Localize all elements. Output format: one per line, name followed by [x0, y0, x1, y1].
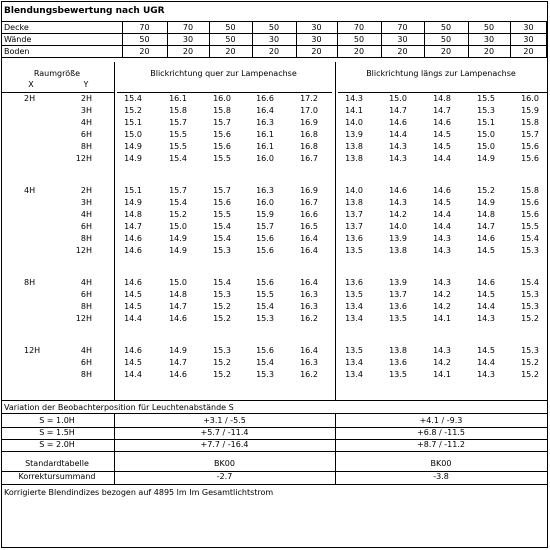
reflectance-value: 20 — [483, 47, 495, 56]
row-divider — [2, 484, 547, 485]
ugr-value: 13.5 — [389, 314, 407, 323]
ugr-value: 15.4 — [256, 358, 274, 367]
ugr-value: 15.6 — [521, 210, 539, 219]
reflectance-value: 70 — [353, 23, 365, 32]
reflectance-value: 20 — [311, 47, 322, 56]
x-header: X — [28, 80, 34, 89]
ugr-value: 14.5 — [124, 302, 142, 311]
ugr-value: 14.9 — [477, 154, 495, 163]
ugr-value: 14.5 — [433, 130, 451, 139]
variation-label: S = 1.5H — [39, 428, 75, 437]
ugr-value: 14.9 — [124, 198, 142, 207]
ugr-value: 15.3 — [256, 314, 274, 323]
page-title: Blendungsbewertung nach UGR — [4, 6, 165, 16]
room-y-label: 8H — [80, 142, 92, 151]
ugr-value: 16.4 — [300, 278, 318, 287]
ugr-value: 15.4 — [124, 94, 142, 103]
room-y-label: 12H — [75, 314, 92, 323]
ugr-value: 15.0 — [389, 94, 407, 103]
ugr-value: 15.7 — [213, 186, 231, 195]
reflectance-value: 30 — [483, 35, 495, 44]
ugr-value: 15.4 — [521, 234, 539, 243]
ugr-value: 16.1 — [256, 130, 274, 139]
ugr-value: 16.8 — [300, 130, 318, 139]
ugr-value: 16.5 — [300, 222, 318, 231]
ugr-value: 16.8 — [300, 142, 318, 151]
room-y-label: 8H — [80, 234, 92, 243]
ugr-value: 15.5 — [477, 94, 495, 103]
ugr-value: 13.5 — [345, 246, 363, 255]
row-divider — [2, 413, 547, 414]
reflectance-column-divider — [167, 22, 168, 58]
ugr-value: 14.5 — [477, 246, 495, 255]
ugr-value: 15.6 — [256, 246, 274, 255]
ugr-value: 16.0 — [521, 94, 539, 103]
ugr-value: 14.4 — [389, 130, 407, 139]
ugr-value: 14.6 — [124, 278, 142, 287]
ugr-value: 14.6 — [389, 186, 407, 195]
ugr-value: 14.0 — [345, 186, 363, 195]
ugr-value: 15.5 — [256, 290, 274, 299]
reflectance-value: 20 — [182, 47, 194, 56]
ugr-value: 13.4 — [345, 370, 363, 379]
ugr-value: 16.4 — [300, 346, 318, 355]
ugr-value: 13.6 — [389, 302, 407, 311]
ugr-value: 13.6 — [345, 234, 363, 243]
ugr-value: 13.8 — [389, 246, 407, 255]
room-y-label: 3H — [80, 198, 92, 207]
ugr-value: 15.8 — [521, 186, 539, 195]
ugr-value: 14.6 — [169, 314, 187, 323]
ugr-value: 15.7 — [256, 222, 274, 231]
ugr-value: 15.7 — [169, 118, 187, 127]
ugr-value: 15.2 — [521, 358, 539, 367]
standard-table-label: Standardtabelle — [25, 459, 89, 468]
ugr-value: 15.9 — [256, 210, 274, 219]
ugr-value: 14.5 — [124, 358, 142, 367]
room-y-label: 8H — [80, 302, 92, 311]
ugr-value: 14.3 — [433, 278, 451, 287]
ugr-value: 14.3 — [389, 154, 407, 163]
ugr-value: 13.6 — [389, 358, 407, 367]
room-y-label: 4H — [80, 118, 92, 127]
ugr-value: 14.6 — [124, 346, 142, 355]
ugr-value: 14.8 — [124, 210, 142, 219]
reflectance-value: 50 — [353, 35, 365, 44]
reflectance-column-divider — [209, 22, 210, 58]
ugr-value: 14.3 — [433, 346, 451, 355]
room-y-label: 12H — [75, 246, 92, 255]
ugr-value: 15.9 — [521, 106, 539, 115]
reflectance-column-divider — [122, 22, 123, 58]
ugr-value: 13.9 — [345, 130, 363, 139]
ugr-value: 15.6 — [213, 198, 231, 207]
ugr-value: 15.3 — [521, 302, 539, 311]
reflectance-value: 20 — [523, 47, 534, 56]
column-divider — [546, 22, 547, 58]
room-y-label: 8H — [80, 370, 92, 379]
ugr-value: 14.4 — [433, 154, 451, 163]
along-direction-header: Blickrichtung längs zur Lampenachse — [366, 69, 516, 78]
ugr-value: 14.5 — [433, 142, 451, 151]
ugr-value: 14.7 — [477, 222, 495, 231]
reflectance-value: 50 — [139, 35, 150, 44]
ugr-value: 15.4 — [213, 222, 231, 231]
ugr-value: 17.2 — [300, 94, 318, 103]
reflectance-value: 30 — [523, 23, 534, 32]
ugr-value: 14.2 — [389, 210, 407, 219]
ugr-value: 15.3 — [213, 246, 231, 255]
reflectance-value: 50 — [268, 23, 280, 32]
row-divider — [2, 33, 547, 34]
ugr-value: 14.1 — [433, 314, 451, 323]
ugr-value: 15.2 — [213, 314, 231, 323]
ugr-value: 15.6 — [256, 234, 274, 243]
ugr-value: 15.2 — [213, 302, 231, 311]
ugr-value: 13.4 — [345, 314, 363, 323]
reflectance-column-divider — [381, 22, 382, 58]
variation-label: S = 2.0H — [39, 440, 75, 449]
ugr-value: 15.7 — [213, 118, 231, 127]
ugr-value: 16.4 — [300, 234, 318, 243]
reflectance-value: 70 — [139, 23, 150, 32]
room-y-label: 12H — [75, 154, 92, 163]
header-divider — [338, 92, 547, 93]
ugr-value: 16.1 — [256, 142, 274, 151]
table-divider — [335, 62, 336, 400]
ugr-value: 14.6 — [124, 246, 142, 255]
ugr-value: 14.5 — [124, 290, 142, 299]
ugr-value: 14.5 — [433, 198, 451, 207]
ugr-value: 16.4 — [300, 246, 318, 255]
ugr-value: 15.7 — [521, 130, 539, 139]
reflectance-value: 50 — [440, 35, 452, 44]
ugr-value: 15.5 — [213, 210, 231, 219]
ugr-value: 14.3 — [433, 234, 451, 243]
reflectance-column-divider — [510, 22, 511, 58]
variation-title: Variation der Beobachterposition für Leuchtenabstände S — [4, 403, 234, 412]
reflectance-value: 70 — [397, 23, 408, 32]
ugr-value: 16.3 — [300, 358, 318, 367]
ugr-value: 14.7 — [169, 358, 187, 367]
ugr-value: 15.2 — [521, 314, 539, 323]
ugr-value: 15.5 — [169, 130, 187, 139]
ugr-value: 15.0 — [477, 142, 495, 151]
ugr-value: 15.6 — [521, 198, 539, 207]
ugr-value: 14.8 — [477, 210, 495, 219]
ugr-value: 15.4 — [169, 198, 187, 207]
reflectance-column-divider — [252, 22, 253, 58]
ugr-value: 14.3 — [477, 314, 495, 323]
ugr-value: 14.4 — [433, 210, 451, 219]
ugr-value: 15.2 — [477, 186, 495, 195]
ugr-value: 13.9 — [389, 234, 407, 243]
reflectance-value: 30 — [182, 35, 194, 44]
ugr-value: 15.3 — [213, 346, 231, 355]
reflectance-value: 70 — [182, 23, 194, 32]
reflectance-label: Boden — [4, 47, 30, 56]
reflectance-column-divider — [337, 22, 338, 58]
ugr-value: 14.7 — [433, 106, 451, 115]
y-header: Y — [83, 80, 89, 89]
reflectance-value: 50 — [440, 23, 452, 32]
ugr-value: 14.5 — [477, 290, 495, 299]
ugr-value: 15.2 — [213, 370, 231, 379]
ugr-value: 15.0 — [169, 222, 187, 231]
ugr-value: 14.3 — [389, 142, 407, 151]
ugr-value: 14.6 — [124, 234, 142, 243]
ugr-value: 16.9 — [300, 118, 318, 127]
ugr-value: 16.6 — [300, 210, 318, 219]
ugr-value: 14.7 — [169, 302, 187, 311]
ugr-value: 15.6 — [213, 142, 231, 151]
row-divider — [2, 45, 547, 46]
ugr-value: 16.1 — [169, 94, 187, 103]
ugr-value: 15.1 — [124, 118, 142, 127]
ugr-value: 14.6 — [433, 118, 451, 127]
header-divider — [117, 92, 332, 93]
ugr-value: 16.0 — [256, 198, 274, 207]
ugr-value: 15.4 — [256, 302, 274, 311]
table-divider — [114, 62, 115, 400]
correction-label: Korrektursummand — [18, 472, 96, 481]
reflectance-value: 20 — [139, 47, 150, 56]
ugr-value: 14.9 — [124, 154, 142, 163]
correction-along: -3.8 — [433, 472, 449, 481]
ugr-value: 14.1 — [345, 106, 363, 115]
ugr-value: 13.7 — [345, 222, 363, 231]
ugr-value: 17.0 — [300, 106, 318, 115]
reflectance-value: 20 — [268, 47, 280, 56]
reflectance-value: 30 — [397, 35, 408, 44]
ugr-value: 15.1 — [124, 186, 142, 195]
ugr-value: 15.6 — [213, 130, 231, 139]
ugr-value: 14.3 — [389, 198, 407, 207]
room-y-label: 6H — [80, 222, 92, 231]
ugr-value: 14.6 — [433, 186, 451, 195]
ugr-value: 13.8 — [345, 198, 363, 207]
ugr-value: 14.9 — [477, 198, 495, 207]
variation-along: +6.8 / -11.5 — [417, 428, 465, 437]
reflectance-value: 30 — [268, 35, 280, 44]
ugr-value: 15.3 — [521, 246, 539, 255]
ugr-value: 15.3 — [213, 290, 231, 299]
ugr-value: 15.2 — [169, 210, 187, 219]
ugr-value: 14.6 — [477, 234, 495, 243]
ugr-value: 15.0 — [169, 278, 187, 287]
ugr-value: 15.0 — [124, 130, 142, 139]
ugr-value: 16.9 — [300, 186, 318, 195]
ugr-value: 16.2 — [300, 314, 318, 323]
ugr-value: 15.6 — [256, 346, 274, 355]
ugr-value: 15.2 — [213, 358, 231, 367]
ugr-value: 14.9 — [169, 346, 187, 355]
cross-direction-header: Blickrichtung quer zur Lampenachse — [150, 69, 297, 78]
ugr-value: 14.4 — [433, 222, 451, 231]
reflectance-value: 30 — [311, 35, 322, 44]
room-y-label: 6H — [80, 290, 92, 299]
ugr-value: 14.4 — [477, 302, 495, 311]
header-divider — [2, 92, 114, 93]
ugr-value: 15.6 — [521, 154, 539, 163]
ugr-value: 15.4 — [521, 278, 539, 287]
ugr-value: 13.4 — [345, 358, 363, 367]
ugr-value: 13.5 — [345, 290, 363, 299]
ugr-value: 14.1 — [433, 370, 451, 379]
ugr-value: 16.7 — [300, 198, 318, 207]
ugr-value: 15.2 — [521, 370, 539, 379]
ugr-value: 14.8 — [433, 94, 451, 103]
ugr-value: 15.0 — [477, 130, 495, 139]
ugr-value: 13.7 — [389, 290, 407, 299]
reflectance-column-divider — [424, 22, 425, 58]
ugr-value: 14.9 — [169, 234, 187, 243]
room-y-label: 6H — [80, 130, 92, 139]
ugr-value: 16.3 — [300, 290, 318, 299]
ugr-value: 14.6 — [389, 118, 407, 127]
ugr-value: 14.2 — [433, 302, 451, 311]
ugr-value: 14.4 — [124, 370, 142, 379]
ugr-value: 16.0 — [256, 154, 274, 163]
ugr-sheet — [1, 1, 548, 548]
room-y-label: 2H — [80, 94, 92, 103]
room-x-label: 2H — [24, 94, 36, 103]
reflectance-value: 50 — [225, 23, 236, 32]
reflectance-column-divider — [296, 22, 297, 58]
ugr-value: 14.7 — [389, 106, 407, 115]
variation-label: S = 1.0H — [39, 416, 75, 425]
ugr-value: 15.7 — [169, 186, 187, 195]
ugr-value: 15.4 — [169, 154, 187, 163]
standard-table-cross: BK00 — [214, 459, 235, 468]
reflectance-value: 30 — [523, 35, 534, 44]
variation-cross: +5.7 / -11.4 — [200, 428, 249, 437]
ugr-value: 15.4 — [213, 234, 231, 243]
ugr-value: 14.5 — [477, 346, 495, 355]
reflectance-value: 50 — [483, 23, 495, 32]
ugr-value: 13.8 — [345, 142, 363, 151]
ugr-value: 14.6 — [169, 370, 187, 379]
ugr-value: 14.8 — [169, 290, 187, 299]
room-y-label: 6H — [80, 358, 92, 367]
row-divider — [2, 451, 547, 452]
ugr-value: 14.9 — [124, 142, 142, 151]
ugr-value: 13.5 — [345, 346, 363, 355]
reflectance-value: 20 — [397, 47, 408, 56]
variation-cross: +7.7 / -16.4 — [200, 440, 249, 449]
reflectance-value: 20 — [353, 47, 365, 56]
footnote: Korrigierte Blendindizes bezogen auf 4895 lm Im Gesamtlichtstrom — [4, 488, 274, 497]
ugr-value: 16.3 — [300, 302, 318, 311]
ugr-value: 13.4 — [345, 302, 363, 311]
row-divider — [2, 57, 547, 58]
ugr-value: 14.2 — [433, 290, 451, 299]
standard-table-along: BK00 — [430, 459, 452, 468]
ugr-value: 15.3 — [256, 370, 274, 379]
ugr-value: 15.8 — [521, 118, 539, 127]
ugr-value: 14.9 — [169, 246, 187, 255]
ugr-value: 13.9 — [389, 278, 407, 287]
room-y-label: 3H — [80, 106, 92, 115]
ugr-value: 15.5 — [521, 222, 539, 231]
ugr-value: 16.2 — [300, 370, 318, 379]
reflectance-value: 20 — [225, 47, 236, 56]
ugr-value: 16.4 — [256, 106, 274, 115]
ugr-value: 16.3 — [256, 118, 274, 127]
ugr-value: 15.5 — [213, 154, 231, 163]
ugr-value: 15.3 — [521, 290, 539, 299]
reflectance-value: 20 — [440, 47, 452, 56]
ugr-value: 13.7 — [345, 210, 363, 219]
reflectance-label: Decke — [4, 23, 29, 32]
ugr-value: 14.0 — [389, 222, 407, 231]
title-divider — [2, 21, 547, 22]
reflectance-value: 50 — [225, 35, 236, 44]
ugr-value: 16.0 — [213, 94, 231, 103]
ugr-value: 15.8 — [213, 106, 231, 115]
variation-along: +8.7 / -11.2 — [417, 440, 465, 449]
ugr-value: 15.1 — [477, 118, 495, 127]
ugr-value: 14.3 — [477, 370, 495, 379]
ugr-value: 14.2 — [433, 358, 451, 367]
ugr-value: 15.3 — [521, 346, 539, 355]
variation-cross: +3.1 / -5.5 — [203, 416, 246, 425]
ugr-value: 14.7 — [124, 222, 142, 231]
ugr-value: 14.4 — [477, 358, 495, 367]
ugr-value: 13.8 — [345, 154, 363, 163]
ugr-value: 16.3 — [256, 186, 274, 195]
ugr-value: 14.3 — [433, 246, 451, 255]
room-y-label: 4H — [80, 346, 92, 355]
ugr-value: 15.8 — [169, 106, 187, 115]
ugr-value: 13.6 — [345, 278, 363, 287]
room-size-header: Raumgröße — [33, 69, 81, 78]
ugr-value: 15.3 — [477, 106, 495, 115]
room-y-label: 2H — [80, 186, 92, 195]
ugr-value: 14.4 — [124, 314, 142, 323]
ugr-value: 15.5 — [169, 142, 187, 151]
room-x-label: 8H — [24, 278, 36, 287]
ugr-value: 15.2 — [124, 106, 142, 115]
correction-cross: -2.7 — [216, 472, 233, 481]
ugr-value: 14.6 — [477, 278, 495, 287]
room-x-label: 12H — [24, 346, 41, 355]
room-y-label: 4H — [80, 210, 92, 219]
room-y-label: 4H — [80, 278, 92, 287]
room-x-label: 4H — [24, 186, 36, 195]
ugr-value: 13.8 — [389, 346, 407, 355]
ugr-value: 14.0 — [345, 118, 363, 127]
ugr-value: 15.6 — [521, 142, 539, 151]
reflectance-value: 30 — [311, 23, 322, 32]
ugr-value: 13.5 — [389, 370, 407, 379]
ugr-value: 14.3 — [345, 94, 363, 103]
variation-along: +4.1 / -9.3 — [419, 416, 463, 425]
ugr-value: 16.7 — [300, 154, 318, 163]
ugr-value: 15.4 — [213, 278, 231, 287]
ugr-value: 16.6 — [256, 94, 274, 103]
reflectance-column-divider — [468, 22, 469, 58]
ugr-value: 15.6 — [256, 278, 274, 287]
row-divider — [2, 400, 547, 401]
reflectance-label: Wände — [4, 35, 32, 44]
